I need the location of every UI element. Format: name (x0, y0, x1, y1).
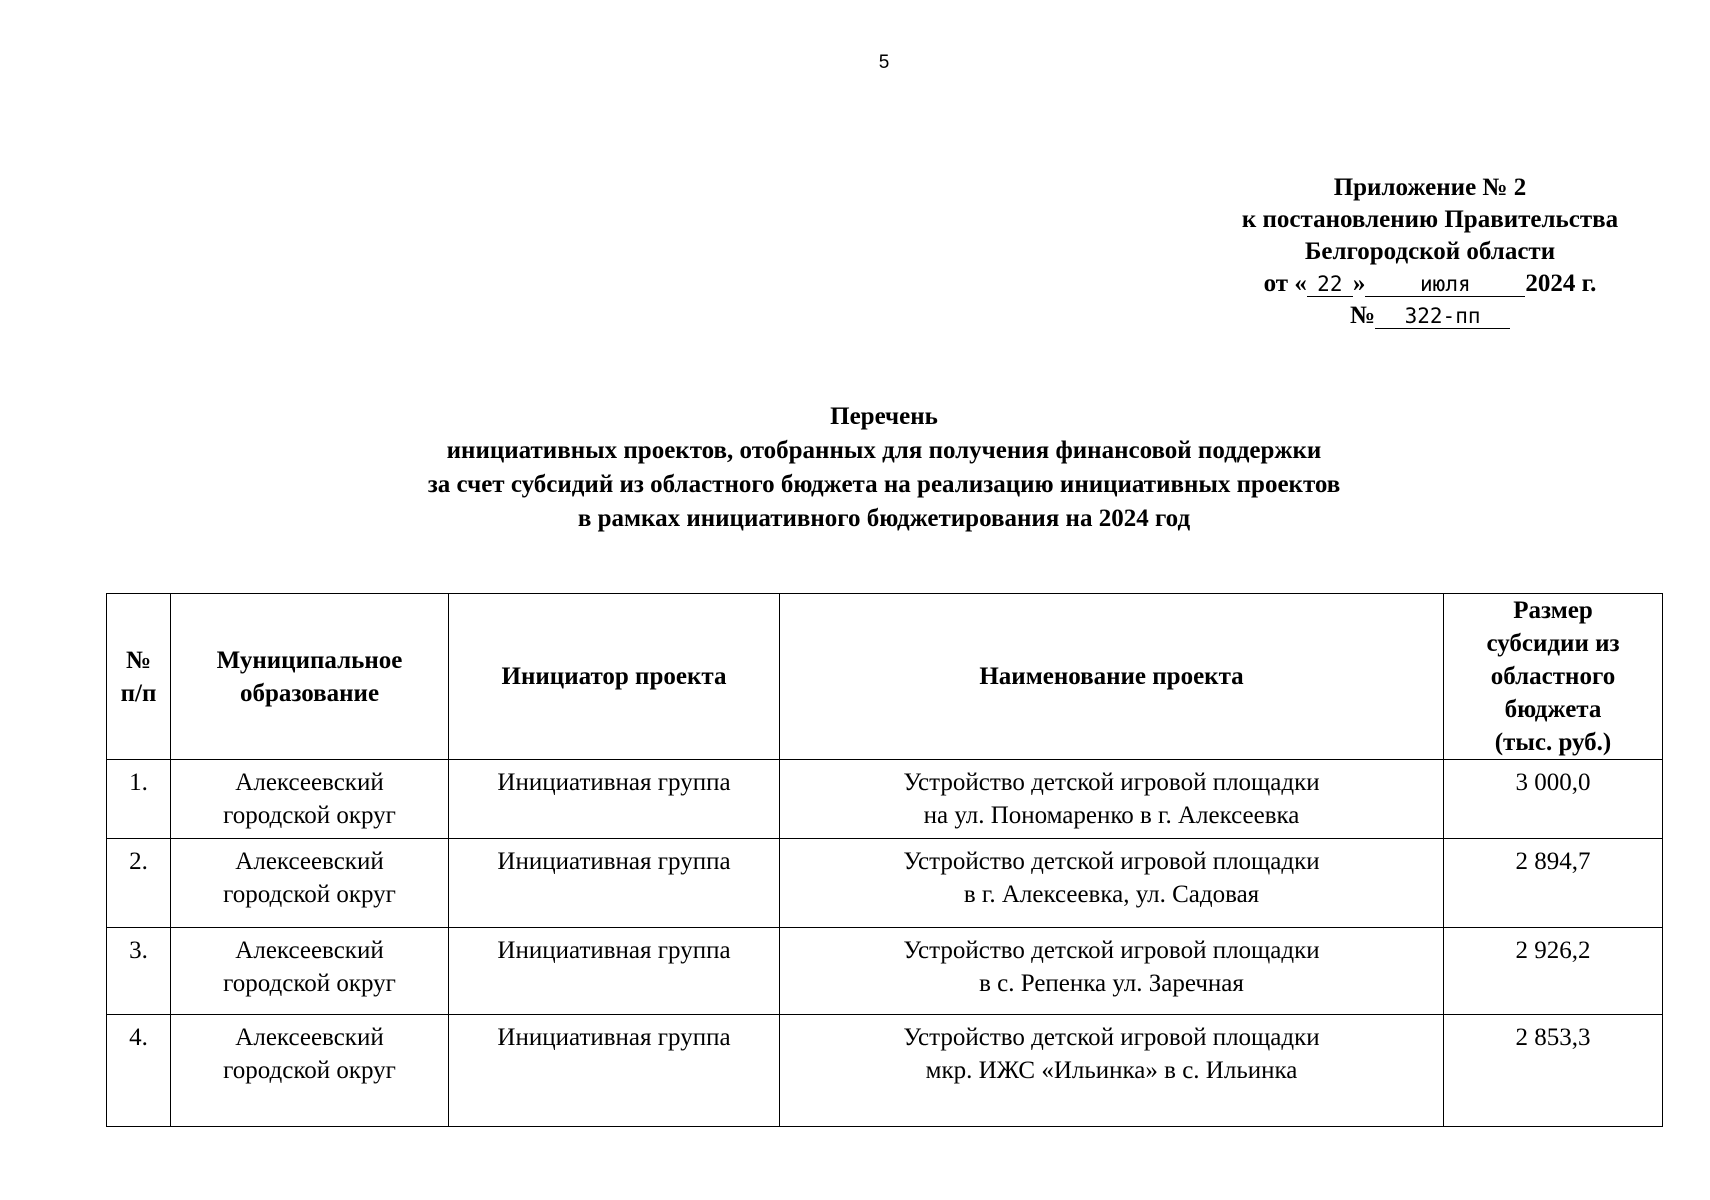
header-num-line-2: п/п (120, 679, 157, 707)
header-subsidy-line-5: (тыс. руб.) (1494, 729, 1612, 756)
date-day: 22 (1307, 272, 1353, 297)
cell-municipality-line-1: Алексеевский (235, 769, 384, 796)
appendix-number (1208, 300, 1652, 332)
cell-municipality-line-2: городской округ (223, 881, 396, 908)
cell-initiator: Инициативная группа (449, 928, 780, 1015)
cell-municipality (171, 839, 449, 928)
cell-municipality-line-2: городской округ (223, 1057, 396, 1084)
cell-project-line-2: в г. Алексеевка, ул. Садовая (963, 881, 1260, 908)
header-num (107, 594, 171, 760)
cell-municipality-line-1: Алексеевский (235, 1024, 384, 1051)
table-row (107, 760, 1663, 839)
cell-initiator: Инициативная группа (449, 760, 780, 839)
cell-project-name (780, 760, 1444, 839)
cell-initiator: Инициативная группа (449, 1015, 780, 1127)
header-subsidy (1444, 594, 1663, 760)
cell-subsidy: 2 894,7 (1444, 839, 1663, 928)
page-number: 5 (878, 52, 890, 73)
cell-subsidy: 3 000,0 (1444, 760, 1663, 839)
cell-project-line-2: в с. Репенка ул. Заречная (979, 970, 1244, 997)
cell-municipality-line-2: городской округ (223, 970, 396, 997)
date-prefix: от « (1263, 270, 1307, 297)
cell-project-line-1: Устройство детской игровой площадки (903, 937, 1320, 964)
table-row (107, 928, 1663, 1015)
cell-num: 2. (107, 839, 171, 928)
cell-municipality-line-1: Алексеевский (235, 848, 384, 875)
header-subsidy-line-3: областного (1490, 663, 1616, 690)
header-municipality-line-1: Муниципальное (216, 646, 403, 674)
cell-municipality (171, 1015, 449, 1127)
header-num-line-1: № (125, 646, 152, 674)
date-month: июля (1365, 272, 1525, 297)
cell-subsidy: 2 926,2 (1444, 928, 1663, 1015)
header-initiator: Инициатор проекта (449, 594, 780, 760)
cell-project-name (780, 1015, 1444, 1127)
cell-num: 1. (107, 760, 171, 839)
cell-project-name (780, 839, 1444, 928)
document-title (0, 400, 1710, 536)
date-mid: » (1352, 270, 1366, 297)
number-value: 322-пп (1375, 304, 1510, 329)
table-row (107, 1015, 1663, 1127)
table-row (107, 839, 1663, 928)
cell-project-name (780, 928, 1444, 1015)
header-subsidy-line-1: Размер (1513, 597, 1593, 624)
number-prefix: № (1349, 302, 1376, 329)
title-line-3: за счет субсидий из областного бюджета на реализацию инициативных проектов (427, 471, 1341, 498)
cell-municipality (171, 760, 449, 839)
cell-project-line-2: мкр. ИЖС «Ильинка» в с. Ильинка (925, 1057, 1298, 1084)
projects-table (106, 593, 1663, 1127)
title-line-2: инициативных проектов, отобранных для получения финансовой поддержки (446, 437, 1322, 464)
title-line-4: в рамках инициативного бюджетирования на 2024 год (577, 505, 1191, 532)
appendix-title: Приложение № 2 (1333, 174, 1527, 201)
appendix-line-region: Белгородской области (1304, 238, 1556, 265)
cell-municipality-line-2: городской округ (223, 802, 396, 829)
cell-municipality-line-1: Алексеевский (235, 937, 384, 964)
table-header-row (107, 594, 1663, 760)
date-year: 2024 г. (1525, 270, 1597, 297)
appendix-block (1208, 172, 1652, 332)
cell-project-line-2: на ул. Пономаренко в г. Алексеевка (923, 802, 1300, 829)
cell-project-line-1: Устройство детской игровой площадки (903, 1024, 1320, 1051)
cell-project-line-1: Устройство детской игровой площадки (903, 769, 1320, 796)
header-municipality-line-2: образование (239, 679, 380, 707)
cell-num: 4. (107, 1015, 171, 1127)
cell-num: 3. (107, 928, 171, 1015)
cell-municipality (171, 928, 449, 1015)
appendix-date (1208, 268, 1652, 300)
cell-project-line-1: Устройство детской игровой площадки (903, 848, 1320, 875)
header-municipality (171, 594, 449, 760)
header-subsidy-line-4: бюджета (1504, 696, 1602, 723)
cell-subsidy: 2 853,3 (1444, 1015, 1663, 1127)
header-project-name: Наименование проекта (780, 594, 1444, 760)
cell-initiator: Инициативная группа (449, 839, 780, 928)
header-subsidy-line-2: субсидии из (1486, 630, 1620, 657)
appendix-line-resolution: к постановлению Правительства (1241, 206, 1619, 233)
title-line-1: Перечень (830, 403, 938, 430)
